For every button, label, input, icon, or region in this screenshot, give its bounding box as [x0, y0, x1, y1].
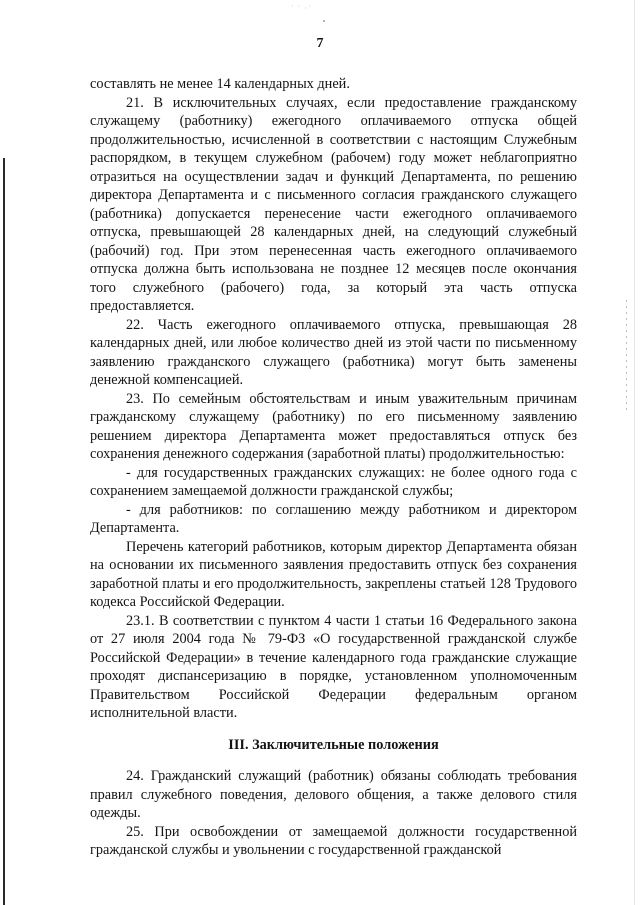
document-body: [90, 75, 577, 860]
paragraph-25: 25. При освобождении от замещаемой должности государственной гражданской службы и увольнении с государственной гражданской: [90, 823, 577, 858]
paragraph-23: 23. По семейным обстоятельствам и иным уважительным причинам гражданскому служащему (работнику) по его письменному заявлению решением директора Департамента может предоставляться отпуск без сохранения денежного содержания (заработной платы) продолжительностью:: [90, 390, 577, 462]
scan-artifact-top: ˙ ˙ ·˙: [291, 4, 312, 13]
scan-right-edge-line: [634, 0, 635, 905]
paragraph-22: 22. Часть ежегодного оплачиваемого отпуска, превышающая 28 календарных дней, или любое количество дней из этой части по письменному заявлению гражданского служащего (работника) могут быть заменены денежной компенсацией.: [90, 316, 577, 388]
scan-artifact-dot: [323, 20, 325, 22]
paragraph-list-of-categories: Перечень категорий работников, которым директор Департамента обязан на основании их письменного заявления предоставить отпуск без сохранения заработной платы и его продолжительность, закреплены статьей 128 Трудового кодекса Российской Федерации.: [90, 538, 577, 610]
section-heading: III. Заключительные положения: [228, 736, 439, 753]
list-item-workers: - для работников: по соглашению между работником и директором Департамента.: [90, 501, 577, 536]
scan-right-edge-specks: [626, 300, 627, 410]
paragraph-continuation: составлять не менее 14 календарных дней.: [90, 76, 350, 92]
paragraph-23-1: 23.1. В соответствии с пунктом 4 части 1 статьи 16 Федерального закона от 27 июля 2004 года № 79-ФЗ «О государственной гражданской службе Российской Федерации» в течение календарного года гражданские служащие проходят диспансеризацию в порядке, установленном уполномоченным Правительством Российской Федерации федеральным органом исполнительной власти.: [90, 612, 577, 721]
scan-left-edge-line: [3, 158, 5, 905]
page-number: 7: [316, 36, 324, 51]
list-item-civil-servants: - для государственных гражданских служащих: не более одного года с сохранением замещаемой должности гражданской службы;: [90, 464, 577, 499]
paragraph-21: 21. В исключительных случаях, если предоставление гражданскому служащему (работнику) ежегодного оплачиваемого отпуска общей продолжительностью, исчисленной в соответствии с настоящим Служебным распорядком, в текущем служебном (рабочем) году может неблагоприятно отразиться на осуществлении задач и функций Департамента, по решению директора Департамента и с письменного согласия гражданского служащего (работника) допускается перенесение части ежегодного оплачиваемого отпуска, превышающей 28 календарных дней, на следующий служебный (рабочий) год. При этом перенесенная часть ежегодного оплачиваемого отпуска должна быть использована не позднее 12 месяцев после окончания того служебного (рабочего) года, за который эта часть отпуска предоставляется.: [90, 94, 577, 314]
paragraph-24: 24. Гражданский служащий (работник) обязаны соблюдать требования правил служебного поведения, делового общения, а также делового стиля одежды.: [90, 768, 577, 821]
